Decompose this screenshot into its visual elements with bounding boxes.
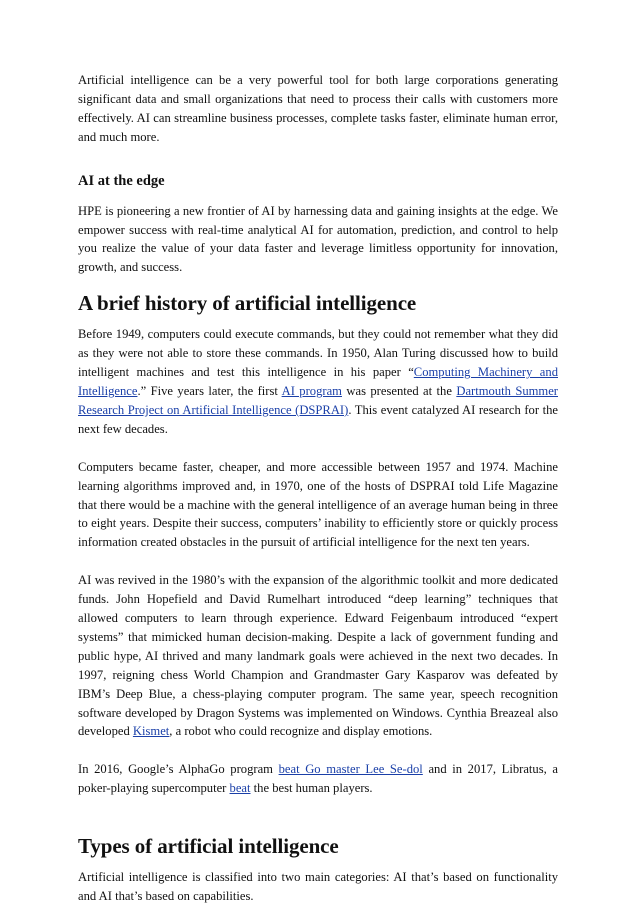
section-heading-history: A brief history of artificial intelligence xyxy=(78,291,417,316)
history-p3-text-2: , a robot who could recognize and display emotions. xyxy=(169,724,433,739)
types-paragraph: Artificial intelligence is classified into two main categories: AI that’s based on functionality and AI that’s based on capabilities. xyxy=(78,870,558,904)
history-paragraph-3 xyxy=(78,571,558,741)
history-p1-text-1: Before 1949, computers could execute commands, but they could not remember what they did as they were not able to store these commands. In 1950, Alan Turing discussed how to build intelligent machines and test this intelligence in his paper “ xyxy=(78,327,558,380)
document-page xyxy=(78,62,558,906)
link-dartmouth-project[interactable]: Dartmouth Summer Research Project on Artificial Intelligence (DSPRAI) xyxy=(78,383,558,417)
link-beat[interactable]: beat xyxy=(229,781,251,796)
history-p1-text-3: was presented at the xyxy=(341,383,457,398)
section-heading-types: Types of artificial intelligence xyxy=(78,834,339,859)
link-kismet[interactable]: Kismet xyxy=(132,724,170,739)
intro-paragraph: Artificial intelligence can be a very powerful tool for both large corporations generating significant data and small organizations that need to process their calls with customers more effectively. AI can streamline business processes, complete tasks faster, eliminate human error, and much more. xyxy=(78,73,558,144)
history-paragraph-4 xyxy=(78,760,558,798)
edge-paragraph: HPE is pioneering a new frontier of AI by harnessing data and gaining insights at the edge. We empower success with real-time analytical AI for automation, prediction, and control to help you realize the value of your data faster and leverage limitless opportunity for innovation, growth, and success. xyxy=(78,203,558,275)
link-beat-go-master[interactable]: beat Go master Lee Se-dol xyxy=(278,762,423,777)
history-paragraph-2: Computers became faster, cheaper, and more accessible between 1957 and 1974. Machine learning algorithms improved and, in 1970, one of the hosts of DSPRAI told Life Magazine that there would be a machine with the general intelligence of an average human being in three to eight years. Despite their success, computers’ inability to efficiently store or quickly process information created obstacles in the pursuit of artificial intelligence for the next ten years. xyxy=(78,459,558,550)
link-ai-program[interactable]: AI program xyxy=(281,383,342,398)
section-heading-ai-at-the-edge: AI at the edge xyxy=(78,172,165,189)
history-p4-text-2: and in 2017, Libratus, a poker-playing supercomputer xyxy=(78,762,558,796)
history-p1-text-2: .” Five years later, the first xyxy=(137,383,282,398)
history-p4-text-3: the best human players. xyxy=(250,781,373,796)
history-p3-text-1: AI was revived in the 1980’s with the expansion of the algorithmic toolkit and more dedicated funds. John Hopefield and David Rumelhart introduced “deep learning” techniques that allowed computers to learn through experience. Edward Feigenbaum introduced “expert systems” that mimicked human decision-making. Despite a lack of government funding and public hype, AI thrived and many landmark goals were achieved in the next two decades. In 1997, reigning chess World Champion and Grandmaster Gary Kasparov was defeated by IBM’s Deep Blue, a chess-playing computer program. The same year, speech recognition software developed by Dragon Systems was implemented on Windows. Cynthia Breazeal also developed xyxy=(78,573,558,739)
history-p1-text-4: . This event catalyzed AI research for the next few decades. xyxy=(78,402,558,436)
history-paragraph-1 xyxy=(78,325,558,438)
history-p4-text-1: In 2016, Google’s AlphaGo program xyxy=(78,762,279,777)
link-computing-machinery[interactable]: Computing Machinery and Intelligence xyxy=(78,365,558,398)
